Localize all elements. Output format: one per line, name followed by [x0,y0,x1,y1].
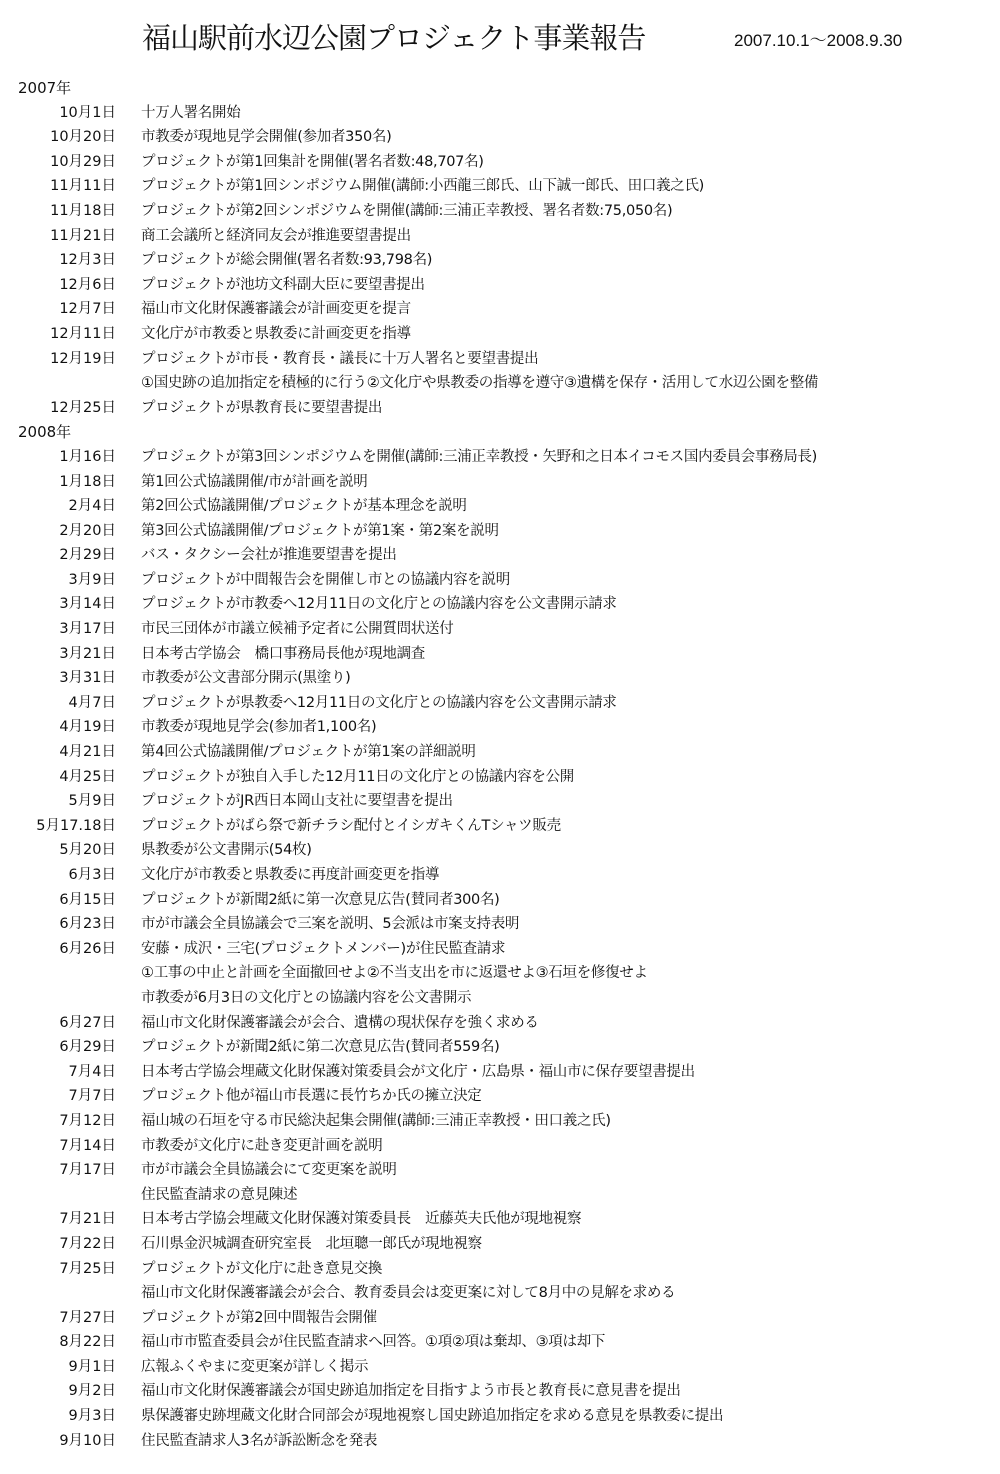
entry-text: 福山市文化財保護審議会が国史跡追加指定を目指すよう市長と教育長に意見書を提出 [141,1383,681,1400]
entry-text: 市教委が現地見学会開催(参加者350名) [141,129,392,146]
entry-line [0,838,1000,863]
entry-date: 11月21日 [50,227,116,244]
entry-text: 石川県金沢城調査研究室長 北垣聰一郎氏が現地視察 [141,1235,482,1252]
entry-line [0,666,1000,691]
entry-date: 9月1日 [68,1358,116,1375]
timeline-entry [0,838,1000,863]
entry-date: 12月7日 [59,301,116,318]
entry-line [0,1109,1000,1134]
entry-line [0,912,1000,937]
entry-date: 3月14日 [59,596,116,613]
entry-text: 市教委が現地見学会(参加者1,100名) [141,719,377,736]
entry-date: 3月21日 [59,645,116,662]
entry-date: 7月4日 [68,1063,116,1080]
year-heading: 2008年 [18,423,72,442]
entry-text: 第2回公式協議開催/プロジェクトが基本理念を説明 [141,498,467,515]
entry-text: プロジェクトが市長・教育長・議長に十万人署名と要望書提出 [141,350,539,367]
entry-line [0,1404,1000,1429]
entry-line [0,592,1000,617]
entry-date: 5月17.18日 [36,817,116,834]
entry-date: 11月18日 [50,202,116,219]
entry-text: プロジェクトが第1回シンポジウム開催(講師:小西龍三郎氏、山下誠一郎氏、田口義之氏) [141,178,705,195]
entry-line [0,642,1000,667]
entry-date: 3月17日 [59,621,116,638]
entry-text: 福山城の石垣を守る市民総決起集会開催(講師:三浦正幸教授・田口義之氏) [141,1112,611,1129]
entry-text: 住民監査請求人3名が訴訟断念を発表 [141,1432,378,1449]
timeline-entry [0,396,1000,421]
entry-detail-line [0,961,1000,986]
entry-date: 6月29日 [59,1039,116,1056]
entry-line [0,715,1000,740]
timeline-entry [0,912,1000,937]
entry-date: 1月18日 [59,473,116,490]
entry-line [0,543,1000,568]
entry-line [0,273,1000,298]
entry-line [0,519,1000,544]
entry-line [0,863,1000,888]
timeline-entry [0,814,1000,839]
entry-date: 2月29日 [59,547,116,564]
entry-text: プロジェクトが市教委へ12月11日の文化庁との協議内容を公文書開示請求 [141,596,617,613]
document-header [0,18,1000,68]
timeline-entry [0,101,1000,126]
entry-text: プロジェクトが県教委へ12月11日の文化庁との協議内容を公文書開示請求 [141,694,617,711]
entry-date: 6月3日 [68,867,116,883]
entry-date: 4月25日 [59,768,116,785]
entry-date: 9月3日 [68,1408,116,1425]
entry-date: 12月11日 [50,325,116,342]
entry-date: 8月22日 [59,1334,116,1351]
entry-text: 日本考古学協会埋蔵文化財保護対策委員会が文化庁・広島県・福山市に保存要望書提出 [141,1063,695,1080]
entry-date: 10月29日 [50,153,116,170]
entry-text: プロジェクトが中間報告会を開催し市との協議内容を説明 [141,571,510,588]
entry-date: 5月9日 [68,793,116,810]
entry-text: 日本考古学協会埋蔵文化財保護対策委員長 近藤英夫氏他が現地視察 [141,1211,582,1228]
entry-date: 9月10日 [59,1432,116,1449]
entry-text: 安藤・成沢・三宅(プロジェクトメンバー)が住民監査請求 [141,940,506,957]
timeline-entry [0,1207,1000,1232]
entry-date: 7月21日 [59,1211,116,1228]
year-section [0,420,1000,1453]
entry-line [0,1306,1000,1331]
timeline-entry [0,1109,1000,1134]
entry-text: ①工事の中止と計画を全面撤回せよ②不当支出を市に返還せよ③石垣を修復せよ [141,965,648,982]
timeline-entry [0,494,1000,519]
entry-date: 2月4日 [68,498,116,515]
entry-date: 10月20日 [50,129,116,146]
year-section [0,76,1000,420]
entry-text: プロジェクトが独自入手した12月11日の文化庁との協議内容を公開 [141,768,575,785]
timeline-entry [0,199,1000,224]
entry-line [0,789,1000,814]
entry-line [0,1429,1000,1454]
entry-text: 福山市文化財保護審議会が計画変更を提言 [141,301,411,318]
entry-line [0,1257,1000,1282]
entry-date: 4月21日 [59,744,116,761]
entry-text: プロジェクトが文化庁に赴き意見交換 [141,1260,383,1277]
entry-line [0,937,1000,962]
entry-line [0,199,1000,224]
entry-line [0,1379,1000,1404]
timeline-entry [0,568,1000,593]
entry-text: 市が市議会全員協議会にて変更案を説明 [141,1162,397,1179]
entry-date: 7月22日 [59,1235,116,1252]
timeline-entry [0,150,1000,175]
entry-line [0,125,1000,150]
timeline-entry [0,1257,1000,1306]
timeline-entry [0,863,1000,888]
entry-date: 3月9日 [68,571,116,588]
entry-detail-line [0,1183,1000,1208]
entry-date: 6月27日 [59,1014,116,1031]
timeline-entry [0,470,1000,495]
entry-detail-line [0,986,1000,1011]
entry-text: 市教委が文化庁に赴き変更計画を説明 [141,1137,383,1154]
entry-date: 9月2日 [68,1383,116,1400]
entry-text: バス・タクシー会社が推進要望書を提出 [141,547,397,564]
timeline-entry [0,937,1000,1011]
timeline-entry [0,445,1000,470]
entry-line [0,1084,1000,1109]
entry-date: 7月12日 [59,1112,116,1129]
entry-line [0,568,1000,593]
entry-text: 市民三団体が市議立候補予定者に公開質問状送付 [141,621,454,638]
entry-date: 6月23日 [59,916,116,933]
entry-text: プロジェクト他が福山市長選に長竹ちか氏の擁立決定 [141,1088,482,1105]
timeline-entry [0,1011,1000,1036]
entry-line [0,1060,1000,1085]
entry-line [0,740,1000,765]
entry-line [0,691,1000,716]
timeline-entry [0,1429,1000,1454]
entry-date: 7月17日 [59,1162,116,1179]
entry-line [0,322,1000,347]
entry-text: プロジェクトが第2回中間報告会開催 [141,1309,377,1326]
timeline [0,76,1000,1453]
entry-text: プロジェクトが池坊文科副大臣に要望書提出 [141,276,425,293]
entry-text: 県保護審史跡埋蔵文化財合同部会が現地視察し国史跡追加指定を求める意見を県教委に提出 [141,1408,724,1425]
entry-text: 住民監査請求の意見陳述 [141,1186,298,1203]
timeline-entry [0,789,1000,814]
entry-text: 福山市文化財保護審議会が会合、教育委員会は変更案に対して8月中の見解を求める [141,1285,676,1302]
entry-date: 7月27日 [59,1309,116,1326]
timeline-entry [0,1306,1000,1331]
entry-date: 6月26日 [59,940,116,957]
timeline-entry [0,740,1000,765]
entry-line [0,224,1000,249]
report-period: 2007.10.1～2008.9.30 [734,31,903,50]
document-title: 福山駅前水辺公園プロジェクト事業報告 [142,21,646,55]
entry-line [0,470,1000,495]
entry-text: プロジェクトが県教育長に要望書提出 [141,399,383,416]
entry-text: プロジェクトが総会開催(署名者数:93,798名) [141,252,433,269]
entry-line [0,888,1000,913]
entry-date: 2月20日 [59,522,116,539]
entry-text: プロジェクトがばら祭で新チラシ配付とイシガキくんTシャツ販売 [141,817,561,834]
timeline-entry [0,1134,1000,1159]
timeline-entry [0,543,1000,568]
timeline-entry [0,322,1000,347]
timeline-entry [0,248,1000,273]
timeline-entry [0,519,1000,544]
entry-text: 第4回公式協議開催/プロジェクトが第1案の詳細説明 [141,744,476,761]
entry-detail-line [0,1281,1000,1306]
entry-date: 6月15日 [59,891,116,908]
entry-text: プロジェクトが第3回シンポジウムを開催(講師:三浦正幸教授・矢野和之日本イコモス国内委員会事務局長) [141,448,818,465]
timeline-entry [0,1060,1000,1085]
entry-text: 福山市文化財保護審議会が会合、遺構の現状保存を強く求める [141,1014,539,1031]
timeline-entry [0,617,1000,642]
timeline-entry [0,592,1000,617]
entry-text: 福山市市監査委員会が住民監査請求へ回答。①項②項は棄却、③項は却下 [141,1334,606,1351]
entry-line [0,1232,1000,1257]
entry-text: プロジェクトが第2回シンポジウムを開催(講師:三浦正幸教授、署名者数:75,050名) [141,202,673,219]
entry-date: 1月16日 [59,448,116,465]
entry-line [0,174,1000,199]
entry-text: 市教委が公文書部分開示(黒塗り) [141,670,351,687]
entry-text: プロジェクトがJR西日本岡山支社に要望書を提出 [141,793,453,810]
timeline-entry [0,1330,1000,1355]
timeline-entry [0,888,1000,913]
entry-line [0,1355,1000,1380]
entry-text: 市が市議会全員協議会で三案を説明、5会派は市案支持表明 [141,916,520,933]
entry-line [0,1158,1000,1183]
timeline-entry [0,1084,1000,1109]
entry-line [0,617,1000,642]
entry-text: ①国史跡の追加指定を積極的に行う②文化庁や県教委の指導を遵守③遺構を保存・活用して水辺公園を整備 [141,375,819,392]
entry-line [0,396,1000,421]
entry-text: 文化庁が市教委と県教委に再度計画変更を指導 [141,867,440,883]
entry-date: 11月11日 [50,178,116,195]
timeline-entry [0,297,1000,322]
entry-line [0,494,1000,519]
entry-text: プロジェクトが新聞2紙に第一次意見広告(賛同者300名) [141,891,500,908]
timeline-entry [0,224,1000,249]
entry-line [0,150,1000,175]
timeline-entry [0,765,1000,790]
timeline-entry [0,1232,1000,1257]
timeline-entry [0,666,1000,691]
year-heading: 2007年 [18,79,72,97]
entry-date: 12月6日 [59,276,116,293]
timeline-entry [0,1404,1000,1429]
entry-date: 12月3日 [59,252,116,269]
timeline-entry [0,273,1000,298]
entry-text: プロジェクトが第1回集計を開催(署名者数:48,707名) [141,153,484,170]
entry-date: 7月14日 [59,1137,116,1154]
entry-date: 10月1日 [59,104,116,121]
timeline-entry [0,691,1000,716]
entry-line [0,1134,1000,1159]
entry-text: 市教委が6月3日の文化庁との協議内容を公文書開示 [141,989,472,1006]
timeline-entry [0,642,1000,667]
entry-text: 文化庁が市教委と県教委に計画変更を指導 [141,325,411,342]
entry-line [0,1330,1000,1355]
entry-line [0,1207,1000,1232]
entry-line [0,765,1000,790]
entry-date: 5月20日 [59,842,116,859]
entry-text: 商工会議所と経済同友会が推進要望書提出 [141,227,411,244]
entry-text: 十万人署名開始 [141,104,241,121]
entry-text: 広報ふくやまに変更案が詳しく掲示 [141,1358,369,1375]
timeline-entry [0,347,1000,396]
entry-text: 日本考古学協会 橋口事務局長他が現地調査 [141,645,425,662]
entry-line [0,445,1000,470]
entry-detail-line [0,371,1000,396]
entry-line [0,101,1000,126]
entry-date: 3月31日 [59,670,116,687]
entry-line [0,347,1000,372]
timeline-entry [0,1035,1000,1060]
timeline-entry [0,715,1000,740]
entry-date: 12月25日 [50,399,116,416]
entry-date: 4月7日 [68,694,116,711]
entry-text: 県教委が公文書開示(54枚) [141,842,312,859]
entry-line [0,1035,1000,1060]
entry-line [0,297,1000,322]
timeline-entry [0,1355,1000,1380]
entry-text: プロジェクトが新聞2紙に第二次意見広告(賛同者559名) [141,1039,500,1056]
entry-line [0,814,1000,839]
timeline-entry [0,174,1000,199]
timeline-entry [0,125,1000,150]
entry-date: 12月19日 [50,350,116,367]
entry-date: 7月25日 [59,1260,116,1277]
entry-date: 7月7日 [68,1088,116,1105]
timeline-entry [0,1158,1000,1207]
entry-date: 4月19日 [59,719,116,736]
entry-text: 第1回公式協議開催/市が計画を説明 [141,473,368,490]
timeline-entry [0,1379,1000,1404]
entry-text: 第3回公式協議開催/プロジェクトが第1案・第2案を説明 [141,522,499,539]
entry-line [0,1011,1000,1036]
entry-line [0,248,1000,273]
